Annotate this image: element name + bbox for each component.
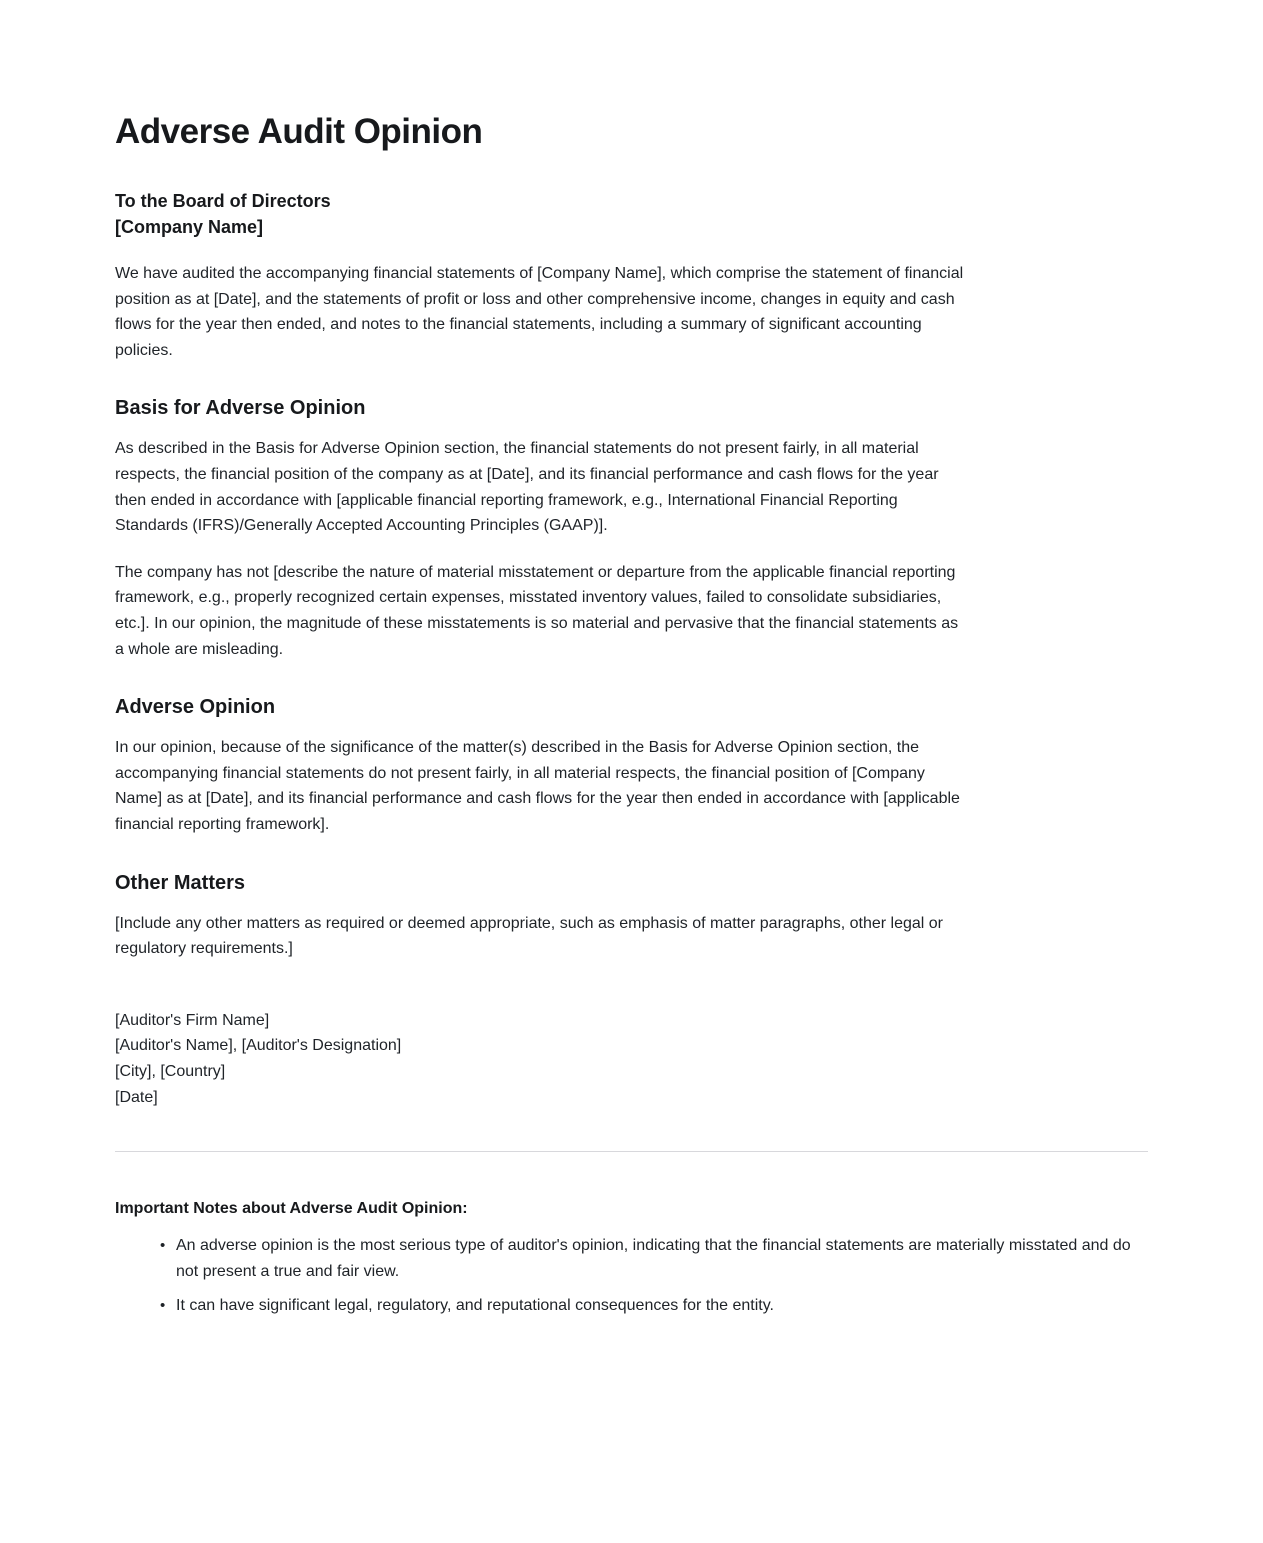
signature-block xyxy=(115,1008,971,1111)
section-heading-other-matters: Other Matters xyxy=(115,871,246,894)
intro-paragraph: We have audited the accompanying financial statements of [Company Name], which comprise the statement of financial position as at [Date], and the statements of profit or loss and other comprehensive income, changes in equity and cash flows for the year then ended, and notes to the financial statements, including a summary of significant accounting policies. xyxy=(115,265,964,359)
signature-auditor-name: [Auditor's Name], [Auditor's Designation] xyxy=(115,1037,402,1055)
bullet-icon: • xyxy=(160,1237,166,1255)
important-notes-section xyxy=(115,1196,1150,1318)
note-text: An adverse opinion is the most serious type of auditor's opinion, indicating that the financial statements are materially misstated and do not present a true and fair view. xyxy=(176,1237,1131,1281)
basis-paragraph-2: The company has not [describe the nature of material misstatement or departure from the applicable financial reporting framework, e.g., properly recognized certain expenses, misstated inventory values, failed to consolidate subsidiaries, etc.]. In our opinion, the magnitude of these misstatements is so material and pervasive that the financial statements as a whole are misleading. xyxy=(115,563,959,658)
signature-city-country: [City], [Country] xyxy=(115,1063,226,1081)
section-divider xyxy=(115,1151,1148,1152)
list-item xyxy=(115,1233,1150,1284)
section-heading-adverse-opinion: Adverse Opinion xyxy=(115,696,276,719)
page-title: Adverse Audit Opinion xyxy=(115,112,483,151)
section-heading-basis-for-adverse-opinion: Basis for Adverse Opinion xyxy=(115,397,366,420)
notes-list xyxy=(115,1233,1150,1318)
other-matters-paragraph: [Include any other matters as required or deemed appropriate, such as emphasis of matter paragraphs, other legal or regulatory requirements.] xyxy=(115,914,944,958)
adverse-opinion-paragraph: In our opinion, because of the significance of the matter(s) described in the Basis for Adverse Opinion section, the accompanying financial statements do not present fairly, in all material respects, the financial position of [Company Name] as at [Date], and its financial performance and cash flows for the year then ended in accordance with [applicable financial reporting framework]. xyxy=(115,739,960,833)
notes-heading: Important Notes about Adverse Audit Opinion: xyxy=(115,1199,468,1217)
addressee-block xyxy=(115,188,971,240)
addressee-line-company: [Company Name] xyxy=(115,217,264,237)
audit-opinion-letter xyxy=(115,110,971,1111)
signature-date: [Date] xyxy=(115,1089,158,1107)
note-text: It can have significant legal, regulatory, and reputational consequences for the entity. xyxy=(176,1296,774,1314)
addressee-line-board: To the Board of Directors xyxy=(115,191,331,211)
list-item xyxy=(115,1293,1150,1319)
bullet-icon: • xyxy=(160,1296,166,1314)
basis-paragraph-1: As described in the Basis for Adverse Opinion section, the financial statements do not present fairly, in all material respects, the financial position of the company as at [Date], and its financial performance and cash flows for the year then ended in accordance with [applicable financial reporting framework, e.g., International Financial Reporting Standards (IFRS)/Generally Accepted Accounting Principles (GAAP)]. xyxy=(115,440,939,535)
signature-firm-name: [Auditor's Firm Name] xyxy=(115,1011,270,1029)
